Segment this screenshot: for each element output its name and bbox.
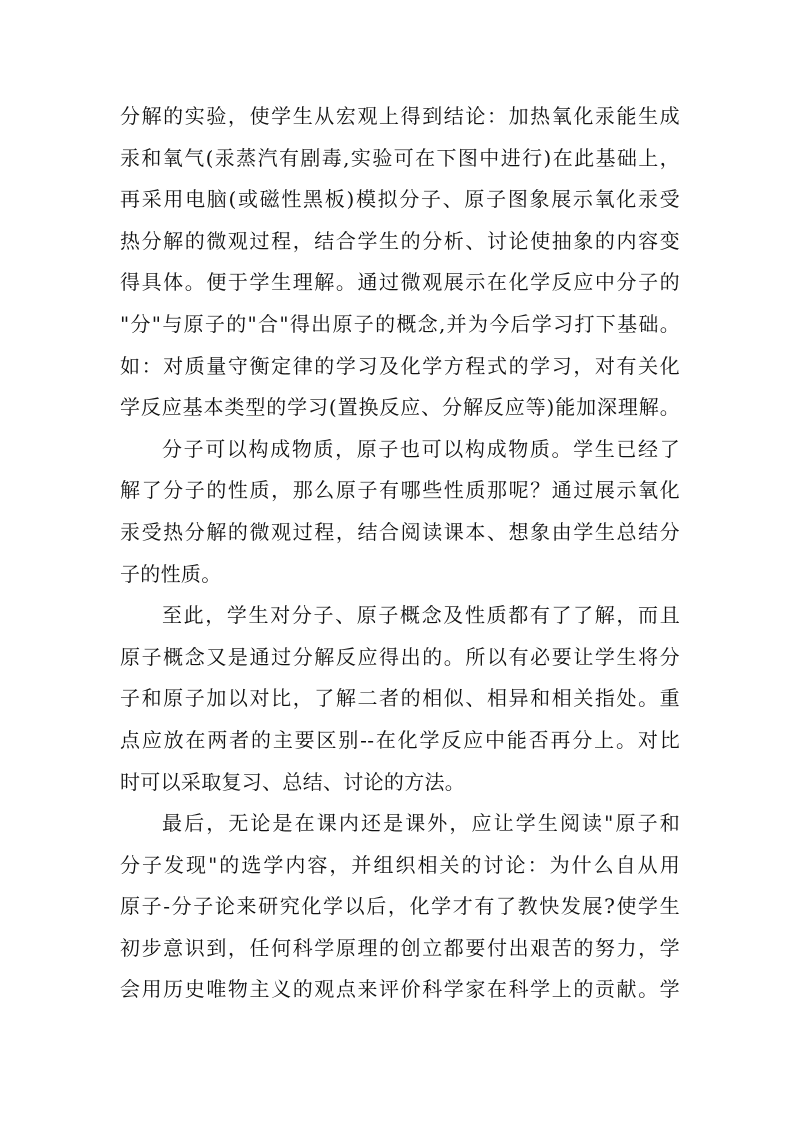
text-line: 汞和氧气(汞蒸汽有剧毒,实验可在下图中进行)在此基础上， [120,145,680,170]
text-line: 学反应基本类型的学习(置换反应、分解反应等)能加深理解。 [120,395,680,420]
text-line: 最后，无论是在课内还是课外，应让学生阅读"原子和 [162,811,680,836]
text-line: 热分解的微观过程，结合学生的分析、讨论使抽象的内容变 [120,228,680,253]
text-line: 至此，学生对分子、原子概念及性质都有了了解，而且 [162,603,680,628]
body-text [120,96,680,1011]
text-line: 初步意识到，任何科学原理的创立都要付出艰苦的努力，学 [120,935,680,960]
text-line: "分"与原子的"合"得出原子的概念,并为今后学习打下基础。 [120,311,680,336]
text-line: 分子发现"的选学内容，并组织相关的讨论：为什么自从用 [120,852,680,877]
text-line: 会用历史唯物主义的观点来评价科学家在科学上的贡献。学 [120,977,680,1002]
text-line: 再采用电脑(或磁性黑板)模拟分子、原子图象展示氧化汞受 [120,187,680,212]
text-line: 分子可以构成物质，原子也可以构成物质。学生已经了 [162,436,680,461]
text-line: 得具体。便于学生理解。通过微观展示在化学反应中分子的 [120,270,680,295]
text-line: 分解的实验，使学生从宏观上得到结论：加热氧化汞能生成 [120,104,680,128]
text-line: 时可以采取复习、总结、讨论的方法。 [120,769,466,794]
text-line: 子和原子加以对比，了解二者的相似、相异和相关指处。重 [120,686,680,711]
text-line: 汞受热分解的微观过程，结合阅读课本、想象由学生总结分 [120,519,680,544]
text-line: 如：对质量守衡定律的学习及化学方程式的学习，对有关化 [120,353,680,378]
text-line: 原子-分子论来研究化学以后，化学才有了教快发展?使学生 [120,894,680,919]
text-line: 解了分子的性质，那么原子有哪些性质那呢？通过展示氧化 [120,478,680,503]
text-line: 子的性质。 [120,561,222,586]
text-line: 原子概念又是通过分解反应得出的。所以有必要让学生将分 [120,644,680,669]
text-line: 点应放在两者的主要区别--在化学反应中能否再分上。对比 [120,727,680,752]
